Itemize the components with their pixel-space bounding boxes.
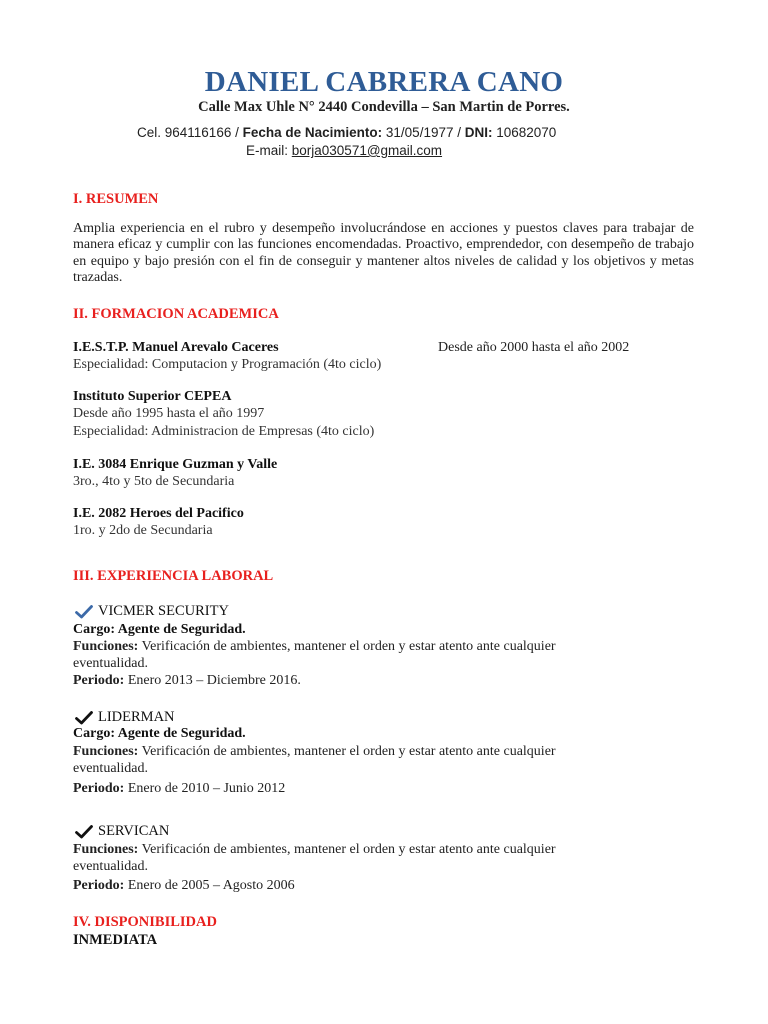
funciones-label: Funciones: — [73, 744, 139, 759]
job-funciones — [73, 842, 633, 875]
school-name: Instituto Superior CEPEA — [73, 389, 232, 404]
job-cargo — [73, 726, 246, 742]
funciones-value: Verificación de ambientes, mantener el orden y estar atento ante cualquier eventualidad. — [73, 842, 556, 874]
cargo-value: Agente de Seguridad. — [115, 726, 246, 741]
school-detail: Especialidad: Computacion y Programación (4to ciclo) — [73, 357, 382, 372]
separator: / — [453, 125, 465, 140]
school-dates: Desde año 1995 hasta el año 1997 — [73, 406, 265, 421]
funciones-label: Funciones: — [73, 842, 139, 857]
contact-line — [137, 125, 556, 140]
school-name: I.E.S.T.P. Manuel Arevalo Caceres — [73, 340, 279, 355]
funciones-value: Verificación de ambientes, mantener el orden y estar atento ante cualquier eventualidad. — [73, 639, 556, 671]
school-dates: Desde año 2000 hasta el año 2002 — [438, 340, 630, 355]
cargo-label: Cargo: — [73, 726, 115, 741]
company-name: VICMER SECURITY — [98, 603, 229, 619]
school-detail: Especialidad: Administracion de Empresas (4to ciclo) — [73, 424, 375, 439]
school-detail: 3ro., 4to y 5to de Secundaria — [73, 474, 235, 489]
school-name: I.E. 3084 Enrique Guzman y Valle — [73, 457, 278, 472]
funciones-label: Funciones: — [73, 639, 139, 654]
cargo-label: Cargo: — [73, 622, 115, 637]
section-heading-disponibilidad: IV. DISPONIBILIDAD — [73, 914, 217, 930]
phone: Cel. 964116166 — [137, 125, 232, 140]
job-periodo — [73, 878, 295, 894]
periodo-value: Enero 2013 – Diciembre 2016. — [124, 673, 301, 688]
job-funciones — [73, 639, 633, 672]
check-icon — [75, 711, 93, 725]
summary-text: Amplia experiencia en el rubro y desempeño involucrándose en acciones y puestos claves para trabajar de manera eficaz y cumplir con las funciones encomendadas. Proactivo, emprendedor, con desempeño de trabajo en equipo y bajo presión con el fin de conseguir y mantener altos niveles de calidad y los objetivos y metas trazadas. — [73, 221, 694, 285]
company-name: LIDERMAN — [98, 709, 175, 725]
school-detail: 1ro. y 2do de Secundaria — [73, 523, 213, 538]
job-title — [75, 709, 175, 726]
job-funciones — [73, 744, 633, 777]
company-name: SERVICAN — [98, 823, 170, 839]
check-icon — [75, 605, 93, 619]
birth-label: Fecha de Nacimiento: — [242, 125, 383, 140]
check-icon — [75, 825, 93, 839]
job-periodo — [73, 673, 301, 689]
job-periodo — [73, 781, 285, 797]
periodo-value: Enero de 2010 – Junio 2012 — [124, 781, 286, 796]
funciones-value: Verificación de ambientes, mantener el orden y estar atento ante cualquier eventualidad. — [73, 744, 556, 776]
section-heading-experiencia: III. EXPERIENCIA LABORAL — [73, 568, 274, 584]
job-title — [75, 603, 229, 620]
availability-value: INMEDIATA — [73, 932, 158, 948]
dni-value: 10682070 — [492, 125, 557, 140]
periodo-label: Periodo: — [73, 673, 125, 688]
email-line — [246, 143, 442, 158]
candidate-name: DANIEL CABRERA CANO — [204, 66, 564, 98]
address: Calle Max Uhle N° 2440 Condevilla – San Martin de Porres. — [198, 99, 570, 115]
birth-date: 31/05/1977 — [382, 125, 454, 140]
job-title — [75, 823, 169, 840]
dni-label: DNI: — [464, 125, 493, 140]
periodo-value: Enero de 2005 – Agosto 2006 — [124, 878, 295, 893]
periodo-label: Periodo: — [73, 878, 125, 893]
email-link[interactable]: borja030571@gmail.com — [291, 143, 443, 158]
separator: / — [231, 125, 243, 140]
school-name: I.E. 2082 Heroes del Pacifico — [73, 506, 244, 521]
job-cargo — [73, 622, 246, 638]
section-heading-formacion: II. FORMACION ACADEMICA — [73, 306, 279, 322]
section-heading-resumen: I. RESUMEN — [73, 191, 159, 207]
periodo-label: Periodo: — [73, 781, 125, 796]
cargo-value: Agente de Seguridad. — [115, 622, 246, 637]
email-label: E-mail: — [246, 143, 292, 158]
